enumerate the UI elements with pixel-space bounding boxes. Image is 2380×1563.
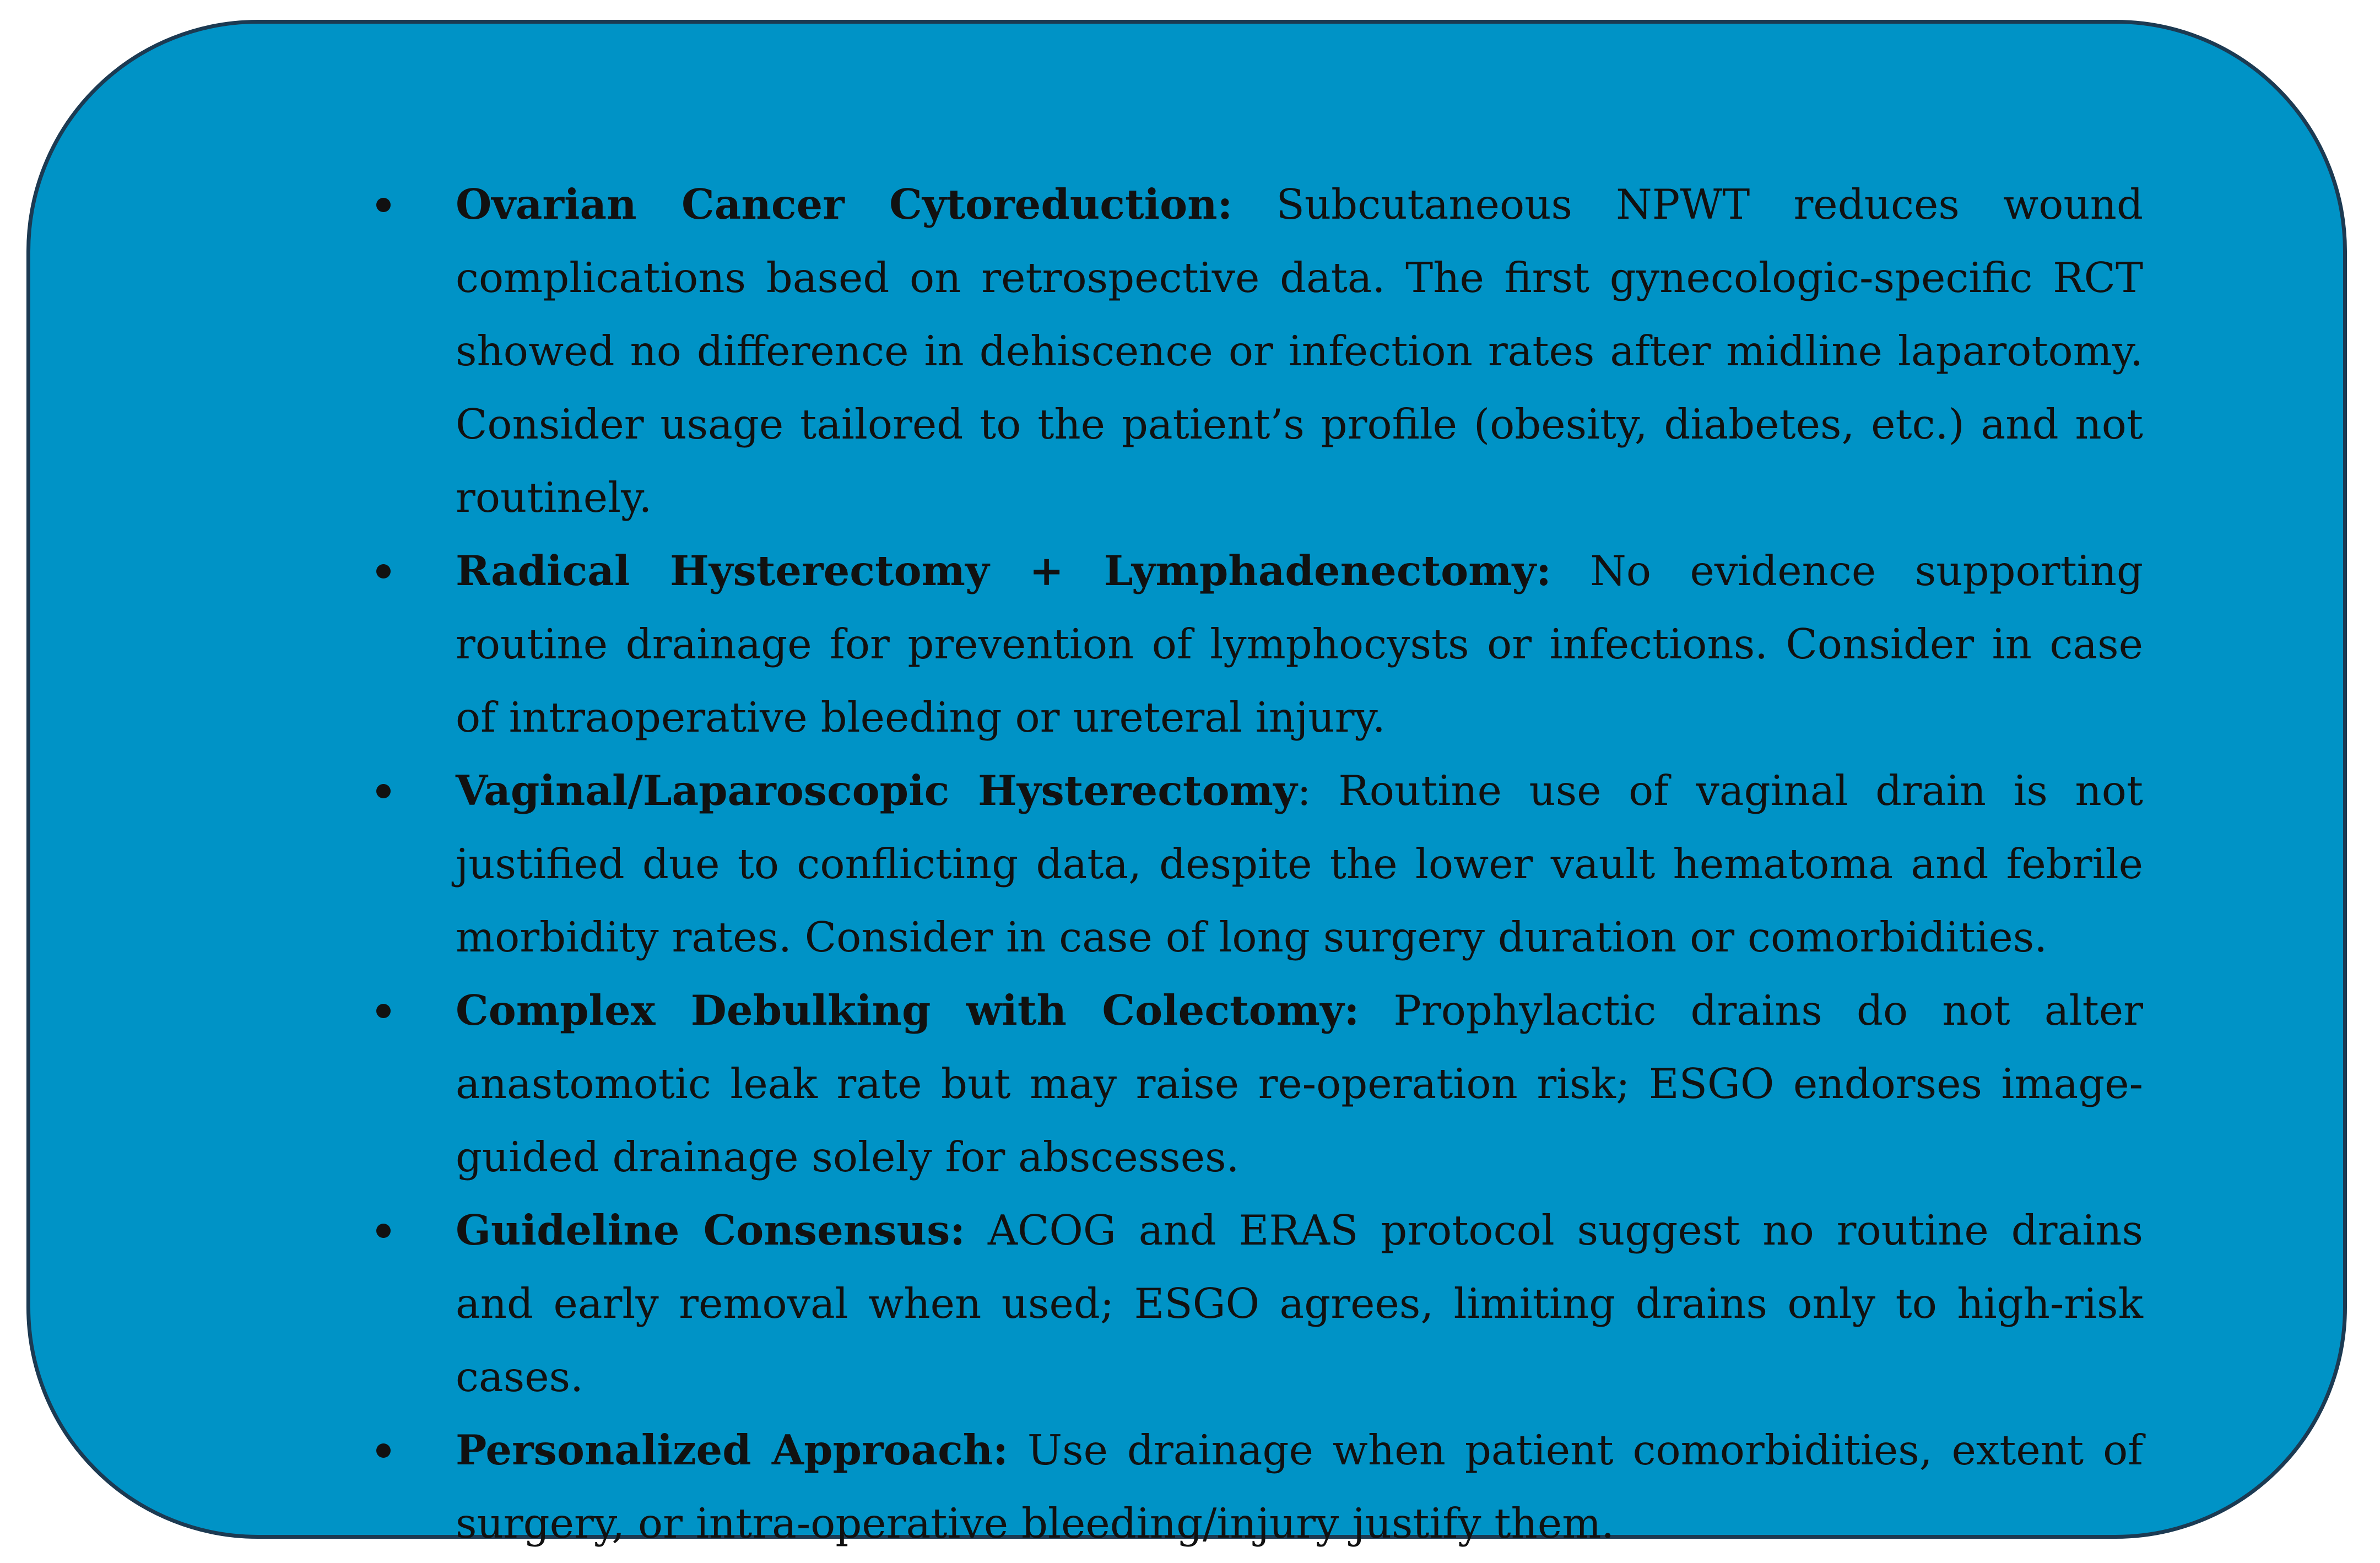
- list-item-personalized-approach: [350, 1414, 2143, 1560]
- bullet-icon: [376, 1004, 391, 1018]
- summary-panel: [26, 20, 2347, 1548]
- item-label: Guideline Consensus:: [456, 1206, 965, 1254]
- item-label: Complex Debulking with Colectomy:: [456, 986, 1360, 1035]
- list-item-vaginal-laparoscopic-hysterectomy: [350, 754, 2143, 974]
- item-text: : Routine use of vaginal drain is not justified due to conflicting data, despite the lower vault hematoma and febrile morbidity rates. Consider in case of long surgery duration or comorbidities.: [456, 766, 2143, 961]
- list-item-radical-hysterectomy: [350, 534, 2143, 754]
- item-text: Subcutaneous NPWT reduces wound complications based on retrospective data. The first gynecologic-specific RCT showed no difference in dehiscence or infection rates after midline laparotomy. Consider usage tailored to the patient’s profile (obesity, diabetes, etc.) and not routinely.: [456, 180, 2143, 522]
- item-label: Radical Hysterectomy + Lymphadenectomy:: [456, 547, 1551, 595]
- item-text: ACOG and ERAS protocol suggest no routine drains and early removal when used; ESGO agrees, limiting drains only to high-risk cases.: [456, 1206, 2143, 1401]
- bullet-icon: [376, 564, 391, 578]
- item-text: Prophylactic drains do not alter anastomotic leak rate but may raise re-operation risk; ESGO endorses image-guided drainage solely for abscesses.: [456, 986, 2143, 1181]
- item-label: Vaginal/Laparoscopic Hysterectomy: [456, 766, 1297, 815]
- list-item-guideline-consensus: [350, 1194, 2143, 1414]
- bullet-icon: [376, 784, 391, 798]
- list-item-ovarian-cancer-cytoreduction: [350, 168, 2143, 534]
- item-text: Use drainage when patient comorbidities, extent of surgery, or intra-operative bleeding/injury justify them.: [456, 1426, 2144, 1548]
- bullet-icon: [376, 1224, 391, 1238]
- bullet-icon: [376, 198, 391, 212]
- item-label: Personalized Approach:: [456, 1426, 1008, 1474]
- item-label: Ovarian Cancer Cytoreduction:: [456, 180, 1233, 229]
- recommendation-list: [350, 168, 2143, 1560]
- item-text: No evidence supporting routine drainage for prevention of lymphocysts or infections. Consider in case of intraoperative bleeding or ureteral injury.: [456, 547, 2144, 742]
- list-item-complex-debulking: [350, 974, 2143, 1194]
- bullet-icon: [376, 1443, 391, 1458]
